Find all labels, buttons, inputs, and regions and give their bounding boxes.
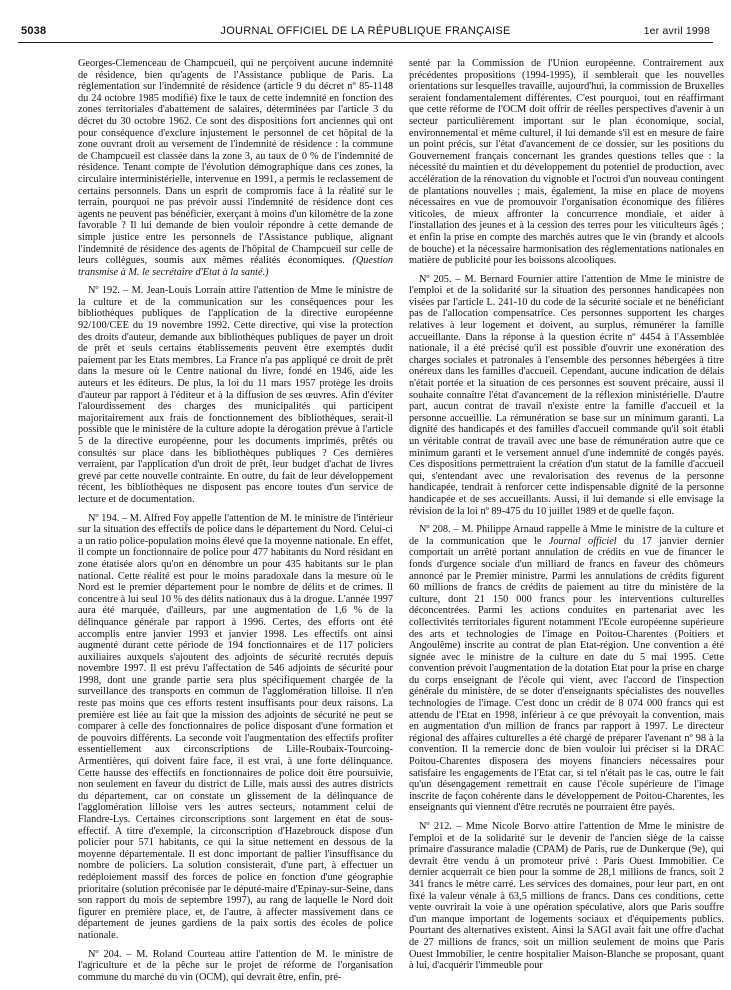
question-212: Nº 212. – Mme Nicole Borvo attire l'attention de Mme le ministre de l'emploi et de la solidarité sur le devenir de l'ancien siège de la caisse primaire d'assurance maladie (CPAM) de Paris, rue de Dunkerque (9e), qui devrait être vendu à un promoteur privé : Paris Ouest Immobilier. Ce dernier acquerrait ce bien pour la somme de 28,1 millions de francs, soit 2 341 francs le mètre carré. Les services des domaines, pour leur part, en ont fixé la valeur vénale à 63,5 millions de francs. Dans ces conditions, cette vente ouvrirait la voie à une opération spéculative, alors que Paris souffre d'un manque important de logements sociaux et d'équipements publics. Pourtant des alternatives existent. Ainsi la SAGI avait fait une offre d'achat de 27 millions de francs, soit un million seulement de moins que Paris Ouest Immobilier, le centre hospitalier Maison-Blanche se proposant, quant à lui, d'acquérir l'immeuble pour: [409, 821, 724, 972]
question-208-part-a: Nº 208. – M. Philippe Arnaud rappelle à Mme le ministre de la culture et de la communication que le: [409, 524, 724, 547]
page-header: [18, 22, 713, 43]
left-column: [78, 58, 393, 990]
page-number: 5038: [21, 25, 47, 37]
question-208: [409, 524, 724, 814]
question-205: Nº 205. – M. Bernard Fournier attire l'attention de Mme le ministre de l'emploi et de la solidarité sur la situation des personnes handicapées non visées par l'article L. 241-10 du code de la sécurité sociale et ne bénéficiant pas de l'allocation compensatrice. Ces personnes supportent les charges relatives à leur logement et doivent, au surplus, rémunérer la famille accueillante. Dans la réponse à la question écrite nº 4454 à l'Assemblée nationale, il a été précisé qu'il est possible d'ouvrir une exonération des charges sociales et patronales à l'ensemble des personnes hébergées à titre onéreux dans les familles d'accueil. Cependant, aucune indication de délais n'était portée et la situation de ces personnes est souvent précaire, aussi il souhaite connaître l'état d'avancement de la réflexion ministérielle. D'autre part, aucun contrat de travail n'existe entre la famille d'accueil et la personne accueillie. La rémunération se base sur un minimum garanti. La dignité des handicapés et des familles d'accueil commande qu'il soit établi un véritable contrat de travail avec une base de rémunération autre que ce minimum garanti et le versement annuel d'une indemnité de congés payés. Ces dispositions permettraient la création d'un statut de la famille d'accueil qui, s'entendant avec une revalorisation des revenus de la personne handicapée, tendrait à renforcer cette indispensable dignité de la personne handicapée et de ses accueillants. Aussi, il lui demande si elle envisage la révision de la loi nº 89-475 du 10 juillet 1989 et de quelle façon.: [409, 273, 724, 517]
right-column: [409, 58, 724, 979]
journal-title: JOURNAL OFFICIEL DE LA RÉPUBLIQUE FRANÇAISE: [220, 25, 511, 37]
question-192: Nº 192. – M. Jean-Louis Lorrain attire l'attention de Mme le ministre de la culture et de la communication sur les conséquences pour les bibliothèques publiques de l'application de la directive européenne 92/100/CEE du 19 novembre 1992. Cette directive, qui vise la protection des droits d'auteur, demande aux bibliothèques publiques de payer un droit de prêt et seuls certains établissements peuvent être exemptés dudit paiement par les Etats membres. La France n'a pas appliqué ce droit de prêt dans la mesure où le Centre national du livre, fondé en 1946, aide les auteurs et les éditeurs. De plus, la loi du 11 mars 1957 protège les droits d'auteur par rapport à l'éditeur et à la diffusion de ses œuvres. Afin d'éviter l'alourdissement des charges des municipalités qui participent majoritairement aux frais de fonctionnement des bibliothèques, serait-il possible que le ministère de la culture adopte la dérogation prévue à l'article 5 de la directive européenne, pour les documents imprimés, prêtés ou consultés sur place dans les bibliothèques publiques ? Ces dernières verraient, par l'application d'un droit de prêt, leur budget d'achat de livres grevé par cette nouvelle contrainte. En outre, du fait de leur développement récent, les bibliothèques ne disposent pas encore toutes d'un service de lecture et de documentation.: [78, 285, 393, 505]
issue-date: 1er avril 1998: [643, 25, 710, 37]
question-204-end: senté par la Commission de l'Union européenne. Contrairement aux précédentes propositions (1994-1995), il semblerait que les nouvelles orientations sur lesquelles travaille, aujourd'hui, la commission de Bruxelles seraient fondamentalement différentes. C'est pourquoi, tout en réaffirmant que cette réforme de l'OCM doit offrir de réelles perspectives d'avenir à un secteur particulièrement important sur le plan économique, social, environnemental et même culturel, il lui demande s'il est en mesure de faire un point précis, sur l'état d'avancement de ce dossier, sur les positions du Gouvernement français concernant les grandes questions telles que : la nécessité du maintien et du développement du potentiel de production, avec accélération de la rénovation du vignoble et l'octroi d'un nouveau contingent de plantations nouvelles ; mais, également, la mise en place de moyens nécessaires en vue de promouvoir l'organisation économique des filières viticoles, de mieux affronter la concurrence mondiale, et aider à l'installation des jeunes et à la cession des terres pour les viticulteurs âgés ; et enfin la prise en compte des marchés autres que le vin (brandy et alcools de bouche) et la nécessaire harmonisation des réglementations nationales en matière de publicité pour les boissons alcooliques.: [409, 58, 724, 267]
transmission-note: (Question transmise à M. le secrétaire d'Etat à la santé.): [78, 255, 393, 278]
journal-officiel-ref: Journal officiel: [548, 535, 617, 547]
question-208-part-c: du 17 janvier dernier comportait un arrêté portant annulation de crédits en vue de financer le fonds d'urgence sociale d'un milliard de francs en faveur des chômeurs annoncé par le Premier ministre. Parmi les annulations de crédits figurent 60 millions de francs de crédits de paiement au titre du ministère de la culture, dont 21 150 000 francs pour les interventions culturelles déconcentrées. Parmi les actions conduites en partenariat avec les collectivités territoriales figurent notamment l'Ecole européenne supérieure des arts et technologies de l'image en Poitou-Charentes (Poitiers et Angoulême) inscrite au contrat de plan Etat-région. Une convention a été signée avec le ministre de la culture en date du 5 mai 1995. Cette convention prévoit l'augmentation de la dotation Etat pour la prise en charge du corps enseignant de l'école qui vient, avec l'accord de l'inspection générale du ministère, de se doter d'enseignants spécialistes des nouvelles technologies de l'image. C'est donc un crédit de 8 074 000 francs qui est attendu de l'Etat en 1998, inférieur à ce que prévoyait la convention, mais en augmentation d'un million de francs par rapport à 1997. Le directeur régional des affaires culturelles a été chargé de préparer l'avenant nº 98 à la convention. Il la remercie donc de bien vouloir lui préciser si la DRAC Poitou-Charentes disposera des moyens financiers nécessaires pour satisfaire les engagements de l'Etat car, si tel n'était pas le cas, outre le fait qu'un désengagement remettrait en cause l'école supérieure de l'image inscrite de façon cohérente dans le développement de Poitou-Charentes, les enseignants qui viennent d'être recrutés ne pourraient être payés.: [409, 535, 725, 814]
question-194: Nº 194. – M. Alfred Foy appelle l'attention de M. le ministre de l'intérieur sur la situation des effectifs de police dans le département du Nord. Celui-ci a un ratio police-population moins élevé que la moyenne nationale. En effet, il compte un fonctionnaire de police pour 477 habitants du Nord résidant en zone étatisée alors qu'on en dénombre un pour 435 habitants sur le plan national. Cette réalité est pour le moins paradoxale dans la mesure où le Nord est le premier département pour le nombre de délits et de crimes. Il concentre à lui seul 10 % des délits nationaux dus à la drogue. L'année 1997 aura été marquée, d'ailleurs, par une augmentation de 1,6 % de la délinquance générale par rapport à 1996. Certes, des efforts ont été accomplis entre janvier 1993 et janvier 1998. Les effectifs ont ainsi augmenté durant cette période de 194 fonctionnaires et de 117 policiers auxiliaires auxquels s'ajoutent des adjoints de sécurité recrutés depuis novembre 1997. Il est prévu l'affectation de 546 adjoints de sécurité pour 1998, dont une grande partie sera plus spécifiquement chargée de la surveillance des transports en commun de l'agglomération lilloise. Il n'en reste pas moins que ces efforts restent insuffisants pour deux raisons. La première est liée au fait que la mission des adjoints de sécurité ne peut se comparer à celle des fonctionnaires de police disposant d'une formation et de pouvoirs différents. La seconde voit l'augmentation des effectifs profiter essentiellement aux circonscriptions de Lille-Roubaix-Tourcoing-Armentières, qui doivent faire face, il est vrai, à une forte délinquance. Cette hausse des effectifs en fonctionnaires de police doit être poursuivie, non seulement en faveur du district de Lille, mais aussi des autres districts du département, car on constate un glissement de la délinquance de l'agglomération lilloise vers les autres secteurs, notamment celui de Flandre-Lys. Certaines circonscriptions sont largement en état de sous-effectif. A titre d'exemple, la circonscription d'Hazebrouck dispose d'un policier pour 571 habitants, ce qui la situe nettement en dessous de la moyenne départementale. Il est donc important de pallier l'insuffisance du nombre de policiers. La solution consisterait, d'une part, à effectuer un redéploiement massif des forces de police en fonction d'une géographie prioritaire (solution préconisée par le député-maire d'Epinay-sur-Seine, dans son rapport du mois de septembre 1997), au rang de laquelle le Nord doit figurer en première place, et, de l'autre, à affecter massivement dans ce département de jeunes gardiens de la paix sortis des écoles de police nationale.: [78, 512, 393, 941]
question-204-start: Nº 204. – M. Roland Courteau attire l'attention de M. le ministre de l'agriculture et de la pêche sur le projet de réforme de l'organisation commune du marché du vin (OCM), qui devrait être, enfin, pré-: [78, 948, 393, 983]
paragraph-champcueil: [78, 58, 393, 278]
paragraph-champcueil-text: Georges-Clemenceau de Champcueil, qui ne perçoivent aucune indemnité de résidence, bien qu'agents de l'Assistance publique de Paris. La réglementation sur l'indemnité de résidence (article 9 du décret nº 85-1148 du 24 octobre 1985 modifié) fixe le taux de cette indemnité en fonction des zones territoriales d'abattement de salaires, déterminées par l'article 3 du décret du 30 octobre 1962. Ce sont des dispositions fort anciennes qui ont pour conséquence d'exclure injustement le personnel de cet hôpital de la zone ouvrant droit au versement de l'indemnité de résidence : la commune de Champcueil est classée dans la zone 3, au taux de 0 % de l'indemnité de résidence. Tenant compte de l'évolution démographique dans ces zones, la circulaire interministérielle, intervenue en 1991, a permis le reclassement de certains personnels. Dans un esprit de compromis face à la réalité sur le terrain, pourquoi ne pas prévoir aussi l'indemnité de résidence dont ces agents ne peuvent pas bénéficier, exerçant à moins d'un kilomètre de la zone favorable ? Il lui demande de bien vouloir répondre à cette demande de simple justice entre les personnels de l'Assistance publique, alignant l'indemnité de résidence des agents de l'hôpital de Champcueil sur celle de leurs collègues, soumis aux mêmes réalités économiques.: [78, 58, 393, 267]
